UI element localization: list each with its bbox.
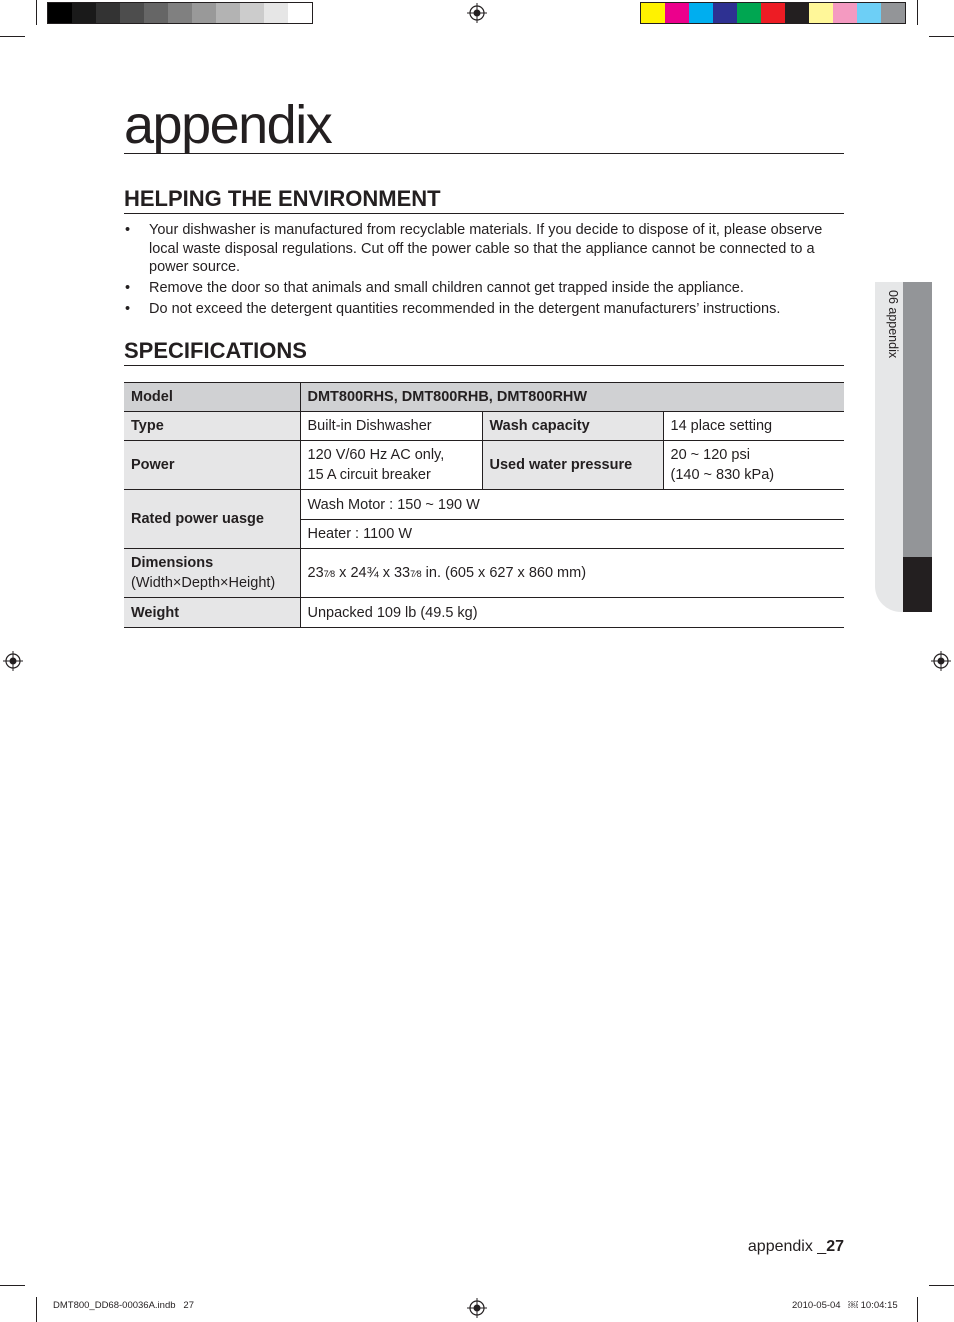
page-title: appendix	[124, 98, 844, 154]
crop-mark	[0, 36, 25, 37]
color-swatch	[833, 3, 857, 23]
page-number	[748, 1238, 844, 1256]
registration-mark-icon	[931, 651, 951, 671]
color-swatch	[737, 3, 761, 23]
type-label: Type	[124, 412, 300, 441]
registration-mark-icon	[467, 3, 487, 23]
page-number-value: 27	[826, 1238, 844, 1255]
dimensions-width-whole: 23	[307, 564, 324, 581]
model-label: Model	[124, 383, 300, 412]
color-swatch	[192, 3, 216, 23]
list-item: • Your dishwasher is manufactured from recyclable materials. If you decide to dispose of it, please observe local waste disposal regulations. Cut off the power cable so that the appliance cannot be connected to a power source.	[124, 221, 844, 277]
capacity-value: 14 place setting	[663, 412, 844, 441]
table-row	[124, 412, 844, 441]
crop-mark	[36, 0, 37, 25]
registration-mark-icon	[467, 1298, 487, 1318]
rated-power-value: Heater : 1100 W	[300, 520, 844, 549]
color-swatch	[761, 3, 785, 23]
chapter-tab-bar	[903, 282, 932, 557]
section-heading-specifications: SPECIFICATIONS	[124, 339, 844, 366]
grayscale-swatch-bar	[47, 2, 313, 24]
weight-value: Unpacked 109 lb (49.5 kg)	[300, 598, 844, 628]
crop-mark	[36, 1297, 37, 1322]
page-number-prefix: appendix _	[747, 1238, 827, 1255]
weight-label: Weight	[124, 598, 300, 628]
color-swatch	[144, 3, 168, 23]
color-swatch	[72, 3, 96, 23]
list-item: • Remove the door so that animals and small children cannot get trapped inside the appliance.	[124, 279, 844, 298]
table-row	[124, 383, 844, 412]
chapter-tab-label: 06 appendix	[886, 290, 900, 359]
color-swatch	[216, 3, 240, 23]
color-swatch	[881, 3, 905, 23]
print-slug-file: DMT800_DD68-00036A.indb 27	[53, 1300, 195, 1311]
color-swatch	[48, 3, 72, 23]
color-swatch	[168, 3, 192, 23]
dimensions-sublabel: (Width×Depth×Height)	[131, 575, 276, 591]
crop-mark	[917, 1297, 918, 1322]
capacity-label: Wash capacity	[482, 412, 663, 441]
color-swatch	[288, 3, 312, 23]
color-swatch	[713, 3, 737, 23]
list-item: • Do not exceed the detergent quantities recommended in the detergent manufacturers’ instructions.	[124, 300, 844, 319]
power-value-line: 120 V/60 Hz AC only,	[307, 447, 445, 463]
color-swatch	[641, 3, 665, 23]
section-heading-environment: HELPING THE ENVIRONMENT	[124, 187, 844, 214]
dimensions-label-text: Dimensions	[131, 555, 214, 571]
color-swatch	[785, 3, 809, 23]
rated-power-label: Rated power uasge	[124, 490, 300, 549]
pressure-value-line: 20 ~ 120 psi	[670, 447, 750, 463]
crop-mark	[0, 1285, 25, 1286]
color-swatch-bar	[640, 2, 906, 24]
color-swatch	[264, 3, 288, 23]
environment-bullet-list	[124, 221, 844, 321]
table-row	[124, 598, 844, 628]
crop-mark	[917, 0, 918, 25]
pressure-value-line: (140 ~ 830 kPa)	[670, 467, 775, 483]
color-swatch	[96, 3, 120, 23]
pressure-value	[663, 441, 844, 490]
print-slug-timestamp: 2010-05-04 ￼ 10:04:15	[792, 1300, 898, 1311]
color-swatch	[665, 3, 689, 23]
table-row	[124, 490, 844, 520]
type-value: Built-in Dishwasher	[300, 412, 482, 441]
color-swatch	[120, 3, 144, 23]
dimensions-label	[124, 549, 300, 598]
rated-power-value: Wash Motor : 150 ~ 190 W	[300, 490, 844, 520]
dimensions-height-fraction: 7⁄8	[410, 568, 422, 579]
model-value: DMT800RHS, DMT800RHB, DMT800RHW	[300, 383, 844, 412]
color-swatch	[240, 3, 264, 23]
color-swatch	[689, 3, 713, 23]
dimensions-width-fraction: 7⁄8	[323, 568, 336, 579]
color-swatch	[857, 3, 881, 23]
chapter-tab-marker	[903, 557, 932, 612]
dimensions-depth: x 24¾ x 33	[335, 564, 411, 581]
power-value	[300, 441, 482, 490]
power-value-line: 15 A circuit breaker	[307, 467, 431, 483]
specifications-table	[124, 382, 844, 628]
dimensions-value	[300, 549, 844, 598]
registration-mark-icon	[3, 651, 23, 671]
table-row	[124, 441, 844, 490]
power-label: Power	[124, 441, 300, 490]
table-row	[124, 549, 844, 598]
dimensions-rest: in. (605 x 627 x 860 mm)	[421, 564, 587, 581]
pressure-label: Used water pressure	[482, 441, 663, 490]
crop-mark	[929, 36, 954, 37]
crop-mark	[929, 1285, 954, 1286]
color-swatch	[809, 3, 833, 23]
